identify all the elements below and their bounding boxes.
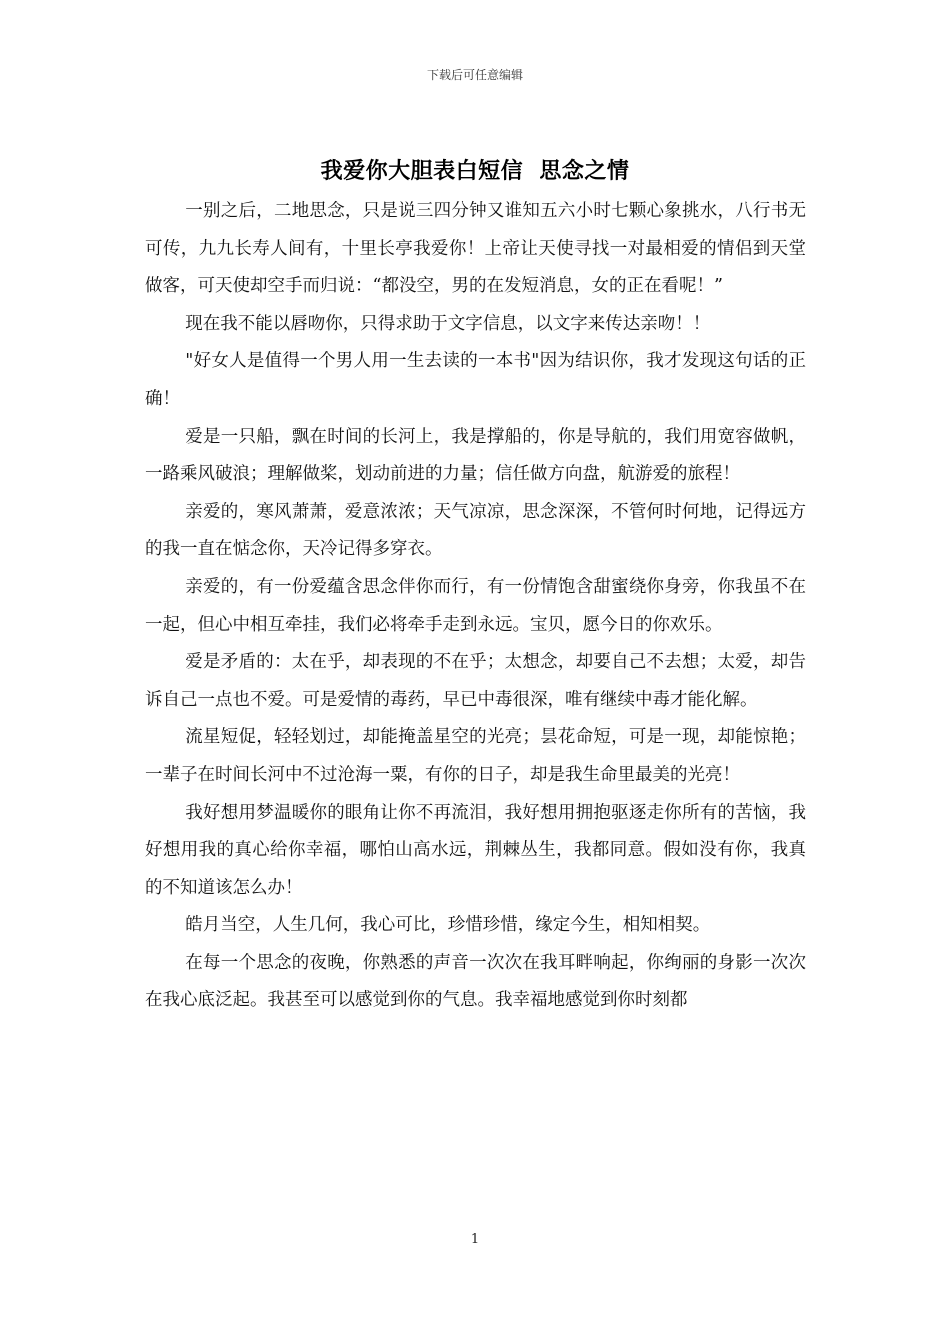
paragraph-2: 现在我不能以唇吻你，只得求助于文字信息，以文字来传达亲吻！！: [185, 313, 711, 334]
paragraph-5: 亲爱的，寒风萧萧，爱意浓浓；天气凉凉，思念深深，不管何时何地，记得远方的我一直在惦念你，天冷记得多穿衣。: [145, 501, 806, 560]
page-header-note: 下载后可任意编辑: [426, 68, 523, 82]
paragraph-10: 皓月当空，人生几何，我心可比，珍惜珍惜，缘定今生，相知相契。: [185, 915, 711, 936]
paragraph-6: 亲爱的，有一份爱蕴含思念伴你而行，有一份情饱含甜蜜绕你身旁，你我虽不在一起，但心中相互牵挂，我们必将牵手走到永远。宝贝，愿今日的你欢乐。: [145, 576, 806, 635]
document-title: 我爱你大胆表白短信 思念之情: [320, 159, 630, 184]
paragraph-3: "好女人是值得一个男人用一生去读的一本书"因为结识你，我才发现这句话的正确！: [145, 351, 806, 409]
document-body: [145, 193, 806, 1208]
paragraph-1: 一别之后，二地思念，只是说三四分钟又谁知五六小时七颗心象挑水，八行书无可传，九九长寿人间有，十里长亭我爱你！上帝让天使寻找一对最相爱的情侣到天堂做客，可天使却空手而归说：“都没空，男的在发短消息，女的正在看呢！”: [145, 201, 806, 297]
paragraph-11: 在每一个思念的夜晚，你熟悉的声音一次次在我耳畔响起，你绚丽的身影一次次在我心底泛起。我甚至可以感觉到你的气息。我幸福地感觉到你时刻都: [145, 952, 806, 1011]
page-number: 1: [470, 1232, 480, 1247]
paragraph-7: 爱是矛盾的：太在乎，却表现的不在乎；太想念，却要自己不去想；太爱，却告诉自己一点也不爱。可是爱情的毒药，早已中毒很深，唯有继续中毒才能化解。: [145, 652, 806, 710]
paragraph-8: 流星短促，轻轻划过，却能掩盖星空的光亮；昙花命短，可是一现，却能惊艳；一辈子在时间长河中不过沧海一粟，有你的日子，却是我生命里最美的光亮！: [145, 727, 806, 785]
paragraph-4: 爱是一只船，飘在时间的长河上，我是撑船的，你是导航的，我们用宽容做帆，一路乘风破浪；理解做桨，划动前进的力量；信任做方向盘，航游爱的旅程！: [145, 426, 806, 485]
paragraph-9: 我好想用梦温暖你的眼角让你不再流泪，我好想用拥抱驱逐走你所有的苦恼，我好想用我的真心给你幸福，哪怕山高水远，荆棘丛生，我都同意。假如没有你，我真的不知道该怎么办！: [145, 802, 806, 898]
